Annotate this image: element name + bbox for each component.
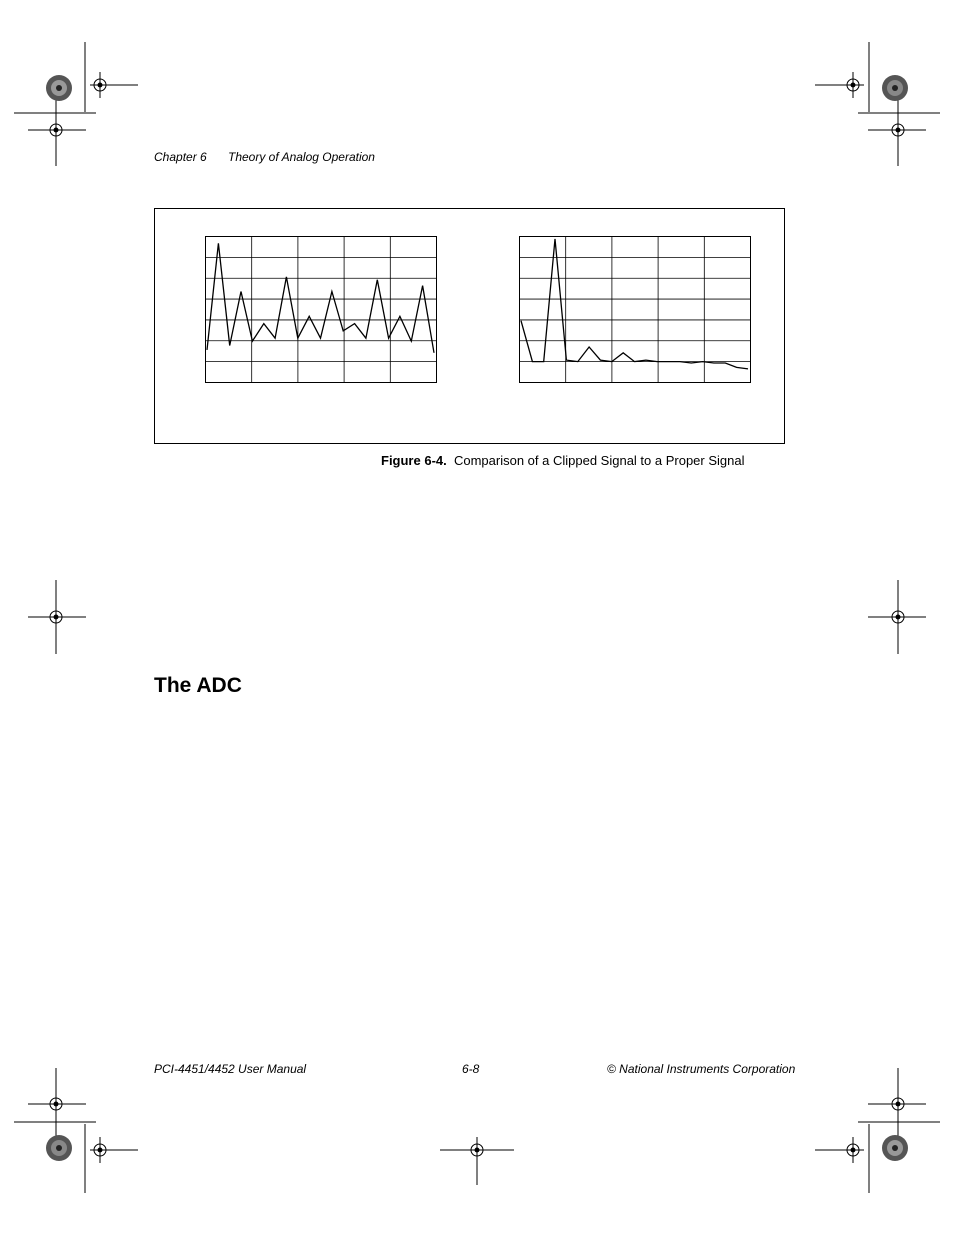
footer-page-number: 6-8 bbox=[462, 1062, 480, 1076]
proper-signal-series-line bbox=[521, 239, 748, 369]
proper-signal-spectrum-plot bbox=[519, 236, 751, 383]
clipped-signal-spectrum-plot bbox=[205, 236, 437, 383]
running-header-chapter: Chapter 6 bbox=[154, 150, 207, 164]
footer-manual-title: PCI-4451/4452 User Manual bbox=[154, 1062, 307, 1076]
section-heading: The ADC bbox=[154, 674, 242, 697]
figure-caption-text: Comparison of a Clipped Signal to a Proper Signal bbox=[453, 453, 745, 468]
running-header-title: Theory of Analog Operation bbox=[228, 150, 375, 164]
proper-signal-plot-border bbox=[520, 237, 751, 383]
figure-caption-label: Figure 6-4. bbox=[381, 453, 447, 468]
figure-caption bbox=[381, 453, 745, 468]
clipped-signal-plot-border bbox=[206, 237, 437, 383]
footer-copyright: © National Instruments Corporation bbox=[607, 1062, 796, 1076]
clipped-signal-series-line bbox=[207, 243, 434, 352]
